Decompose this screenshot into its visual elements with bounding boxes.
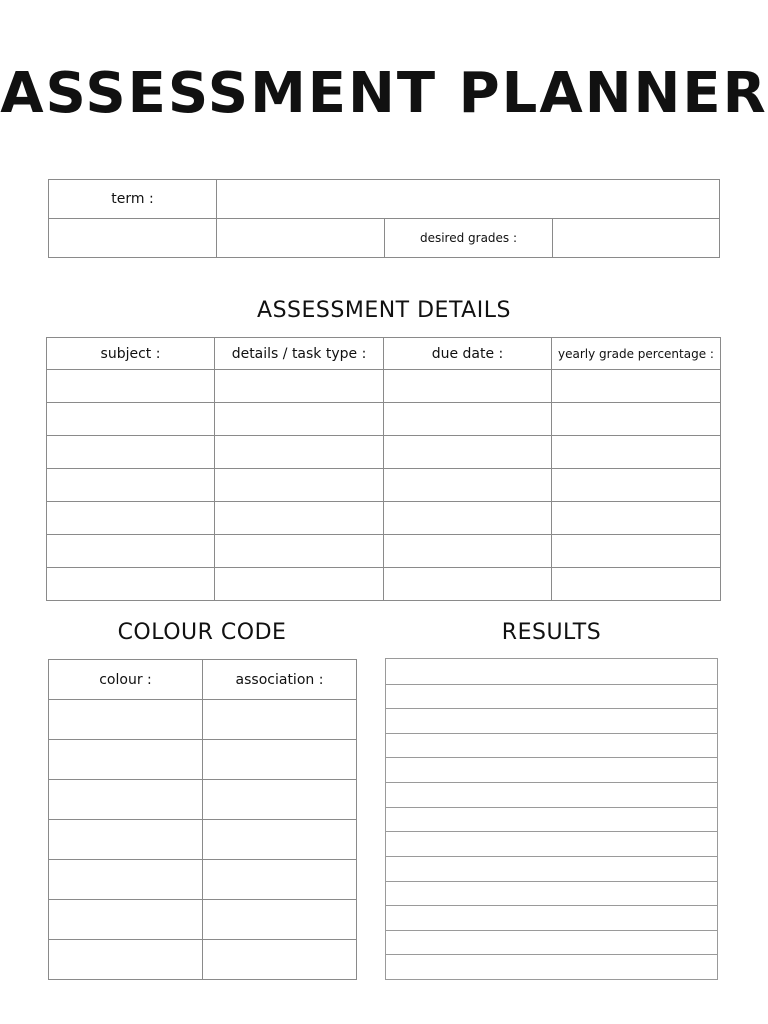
details-blank-cell[interactable] [47, 502, 215, 535]
colour-blank-row [49, 780, 357, 820]
desired-grades-input-cell[interactable] [553, 219, 720, 258]
assessment-details-heading: ASSESSMENT DETAILS [257, 298, 511, 323]
details-blank-row [47, 436, 721, 469]
details-blank-cell[interactable] [384, 568, 552, 601]
details-blank-cell[interactable] [552, 370, 721, 403]
details-blank-cell[interactable] [215, 568, 384, 601]
colour-column-header: colour : [49, 660, 203, 700]
term-table [48, 179, 720, 258]
colour-blank-cell[interactable] [203, 860, 357, 900]
details-blank-cell[interactable] [215, 436, 384, 469]
subject-column-header: subject : [47, 338, 215, 370]
term-input-cell[interactable] [217, 180, 720, 219]
details-blank-row [47, 535, 721, 568]
details-blank-cell[interactable] [552, 568, 721, 601]
page-title: ASSESSMENT PLANNER [0, 61, 768, 126]
colour-blank-row [49, 940, 357, 980]
colour-blank-cell[interactable] [203, 820, 357, 860]
colour-blank-row [49, 700, 357, 740]
results-heading: RESULTS [501, 620, 602, 645]
colour-blank-row [49, 860, 357, 900]
term-label: term : [49, 180, 217, 219]
colour-blank-cell[interactable] [49, 740, 203, 780]
details-blank-cell[interactable] [552, 502, 721, 535]
details-blank-cell[interactable] [384, 370, 552, 403]
results-ruled-line [386, 807, 717, 808]
results-ruled-line [386, 684, 717, 685]
colour-blank-row [49, 900, 357, 940]
colour-blank-cell[interactable] [203, 740, 357, 780]
details-blank-cell[interactable] [384, 469, 552, 502]
details-blank-cell[interactable] [215, 535, 384, 568]
results-ruled-line [386, 757, 717, 758]
details-blank-cell[interactable] [47, 469, 215, 502]
assessment-details-table [46, 337, 721, 601]
details-blank-cell[interactable] [384, 403, 552, 436]
colour-blank-cell[interactable] [49, 900, 203, 940]
results-ruled-line [386, 905, 717, 906]
desired-grades-label: desired grades : [385, 219, 553, 258]
details-blank-row [47, 403, 721, 436]
results-ruled-line [386, 733, 717, 734]
term-blank-cell[interactable] [49, 219, 217, 258]
colour-blank-cell[interactable] [49, 940, 203, 980]
results-ruled-line [386, 954, 717, 955]
results-ruled-area[interactable] [385, 658, 718, 980]
results-ruled-line [386, 881, 717, 882]
term-blank-cell[interactable] [217, 219, 385, 258]
colour-blank-cell[interactable] [49, 780, 203, 820]
details-blank-cell[interactable] [47, 535, 215, 568]
details-blank-row [47, 568, 721, 601]
colour-blank-cell[interactable] [203, 940, 357, 980]
colour-blank-cell[interactable] [203, 780, 357, 820]
results-ruled-line [386, 831, 717, 832]
colour-code-heading: COLOUR CODE [117, 620, 287, 645]
details-blank-cell[interactable] [552, 535, 721, 568]
colour-blank-row [49, 740, 357, 780]
details-blank-cell[interactable] [47, 370, 215, 403]
colour-blank-row [49, 820, 357, 860]
results-ruled-line [386, 708, 717, 709]
details-task-type-column-header: details / task type : [215, 338, 384, 370]
colour-blank-cell[interactable] [49, 860, 203, 900]
details-blank-cell[interactable] [47, 403, 215, 436]
results-ruled-line [386, 782, 717, 783]
due-date-column-header: due date : [384, 338, 552, 370]
details-blank-cell[interactable] [47, 436, 215, 469]
details-blank-row [47, 469, 721, 502]
details-blank-cell[interactable] [384, 502, 552, 535]
details-blank-cell[interactable] [384, 535, 552, 568]
results-ruled-line [386, 856, 717, 857]
colour-code-table [48, 659, 357, 980]
colour-blank-cell[interactable] [49, 700, 203, 740]
details-blank-row [47, 502, 721, 535]
colour-blank-cell[interactable] [203, 700, 357, 740]
colour-blank-cell[interactable] [49, 820, 203, 860]
details-blank-cell[interactable] [552, 403, 721, 436]
details-header-row [47, 338, 721, 370]
association-column-header: association : [203, 660, 357, 700]
details-blank-cell[interactable] [384, 436, 552, 469]
details-blank-cell[interactable] [215, 370, 384, 403]
details-blank-cell[interactable] [552, 436, 721, 469]
yearly-grade-percentage-column-header: yearly grade percentage : [552, 338, 721, 370]
details-blank-cell[interactable] [215, 469, 384, 502]
details-blank-cell[interactable] [215, 403, 384, 436]
results-ruled-line [386, 930, 717, 931]
details-blank-cell[interactable] [47, 568, 215, 601]
colour-blank-cell[interactable] [203, 900, 357, 940]
details-blank-cell[interactable] [552, 469, 721, 502]
details-blank-cell[interactable] [215, 502, 384, 535]
colour-header-row [49, 660, 357, 700]
details-blank-row [47, 370, 721, 403]
